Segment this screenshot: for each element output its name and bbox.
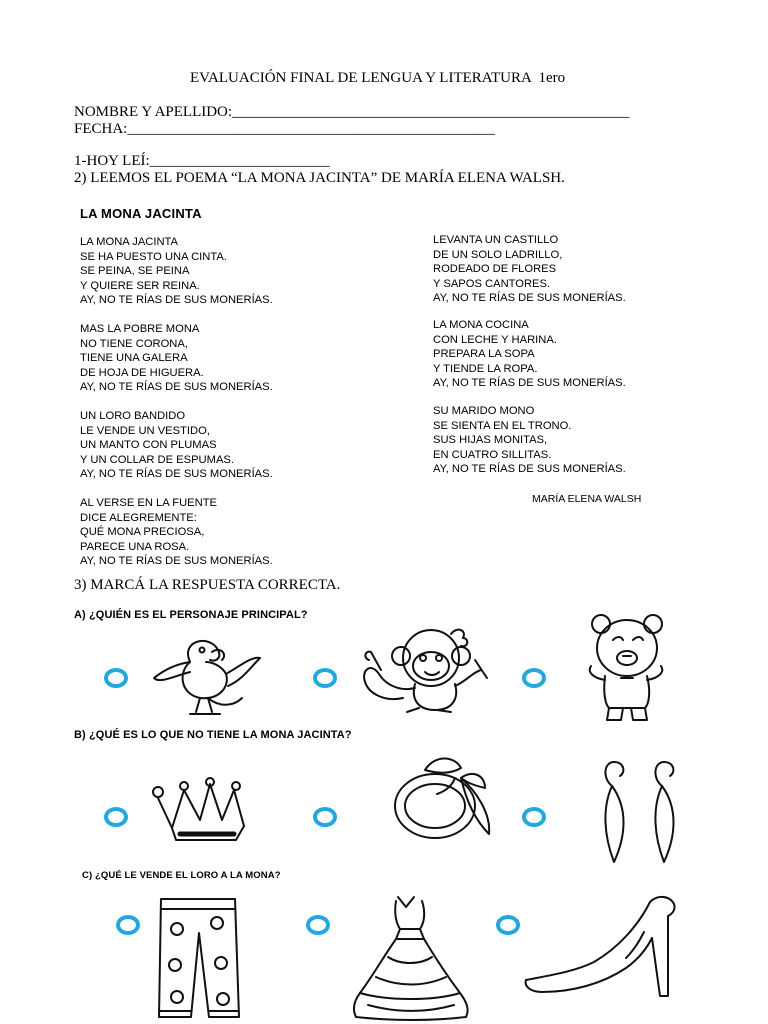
page-title: EVALUACIÓN FINAL DE LENGUA Y LITERATURA 1ero xyxy=(190,70,566,86)
poem-line: Y TIENDE LA ROPA. xyxy=(433,362,538,375)
high-heel-shoe-icon xyxy=(522,892,682,997)
poem-line: Y UN COLLAR DE ESPUMAS. xyxy=(80,453,234,466)
poem-line: PREPARA LA SOPA xyxy=(433,348,535,361)
poem-line: RODEADO DE FLORES xyxy=(433,263,557,276)
poem-line: LE VENDE UN VESTIDO, xyxy=(80,424,210,437)
read-today-field-line[interactable]: 1-HOY LEÍ:________________________ xyxy=(74,153,330,169)
poem-line: QUÉ MONA PRECIOSA, xyxy=(80,526,205,539)
poem-stanza xyxy=(80,409,273,482)
answer-circle-a1[interactable] xyxy=(104,668,128,688)
poem-line: SE HA PUESTO UNA CINTA. xyxy=(80,250,227,263)
question-a-label: A) ¿QUIÉN ES EL PERSONAJE PRINCIPAL? xyxy=(74,609,308,621)
poem-line: AL VERSE EN LA FUENTE xyxy=(80,497,217,509)
poem-line: UN MANTO CON PLUMAS xyxy=(80,439,217,452)
name-field-line[interactable]: NOMBRE Y APELLIDO:_____________________________________________________ xyxy=(74,104,630,120)
poem-line: AY, NO TE RÍAS DE SUS MONERÍAS. xyxy=(80,381,273,394)
poem-stanza xyxy=(433,318,626,391)
poem-line: DE UN SOLO LADRILLO, xyxy=(433,248,563,261)
monkey-icon xyxy=(355,622,500,717)
date-field-line[interactable]: FECHA:_________________________________________________ xyxy=(74,121,495,137)
teddy-bear-icon xyxy=(585,612,670,724)
earrings-icon xyxy=(598,758,686,868)
poem-line: DE HOJA DE HIGUERA. xyxy=(80,366,204,379)
answer-circle-b3[interactable] xyxy=(522,807,546,827)
poem-author: MARÍA ELENA WALSH xyxy=(532,493,642,505)
poem-line: SU MARIDO MONO xyxy=(433,405,535,417)
answer-circle-c2[interactable] xyxy=(306,915,330,935)
poem-line: LA MONA JACINTA xyxy=(80,236,179,248)
poem-line: LEVANTA UN CASTILLO xyxy=(433,234,559,246)
answer-circle-b2[interactable] xyxy=(313,807,337,827)
poem-line: SE PEINA, SE PEINA xyxy=(80,265,190,278)
poem-stanza xyxy=(80,496,273,569)
poem-line: AY, NO TE RÍAS DE SUS MONERÍAS. xyxy=(433,377,626,390)
poem-line: TIENE UNA GALERA xyxy=(80,352,188,365)
poem-line: Y SAPOS CANTORES. xyxy=(433,277,551,290)
poem-line: NO TIENE CORONA, xyxy=(80,337,188,350)
poem-title: LA MONA JACINTA xyxy=(80,206,202,221)
parrot-icon xyxy=(150,632,265,720)
poem-line: CON LECHE Y HARINA. xyxy=(433,333,557,346)
answer-circle-a2[interactable] xyxy=(313,668,337,688)
poem-line: DICE ALEGREMENTE: xyxy=(80,511,197,524)
section-3-instruction: 3) MARCÁ LA RESPUESTA CORRECTA. xyxy=(74,577,341,593)
poem-line: SUS HIJAS MONITAS, xyxy=(433,434,548,447)
poem-line: AY, NO TE RÍAS DE SUS MONERÍAS. xyxy=(433,292,626,305)
poem-instruction: 2) LEEMOS EL POEMA “LA MONA JACINTA” DE MARÍA ELENA WALSH. xyxy=(74,170,565,186)
poem-line: LA MONA COCINA xyxy=(433,319,529,331)
answer-circle-b1[interactable] xyxy=(104,807,128,827)
poem-line: SE SIENTA EN EL TRONO. xyxy=(433,419,572,432)
poem-stanza xyxy=(80,235,273,308)
poem-stanza xyxy=(433,233,626,306)
question-b-label: B) ¿QUÉ ES LO QUE NO TIENE LA MONA JACINTA? xyxy=(74,729,352,741)
poem-line: MAS LA POBRE MONA xyxy=(80,323,200,335)
poem-stanza xyxy=(433,404,626,477)
poem-line: EN CUATRO SILLITAS. xyxy=(433,448,552,461)
answer-circle-c1[interactable] xyxy=(116,915,140,935)
poem-line: Y QUIERE SER REINA. xyxy=(80,279,200,292)
poem-line: AY, NO TE RÍAS DE SUS MONERÍAS. xyxy=(80,294,273,307)
crown-icon xyxy=(150,778,252,848)
question-c-label: C) ¿QUÉ LE VENDE EL LORO A LA MONA? xyxy=(82,870,281,881)
poem-stanza xyxy=(80,322,273,395)
answer-circle-c3[interactable] xyxy=(496,915,520,935)
poem-line: AY, NO TE RÍAS DE SUS MONERÍAS. xyxy=(80,468,273,481)
bracelet-icon xyxy=(385,752,500,847)
poem-line: AY, NO TE RÍAS DE SUS MONERÍAS. xyxy=(433,463,626,476)
poem-line: AY, NO TE RÍAS DE SUS MONERÍAS. xyxy=(80,555,273,568)
poem-line: PARECE UNA ROSA. xyxy=(80,540,190,553)
poem-line: UN LORO BANDIDO xyxy=(80,410,186,422)
dress-icon xyxy=(348,893,473,1021)
answer-circle-a3[interactable] xyxy=(522,668,546,688)
pants-icon xyxy=(155,893,245,1021)
